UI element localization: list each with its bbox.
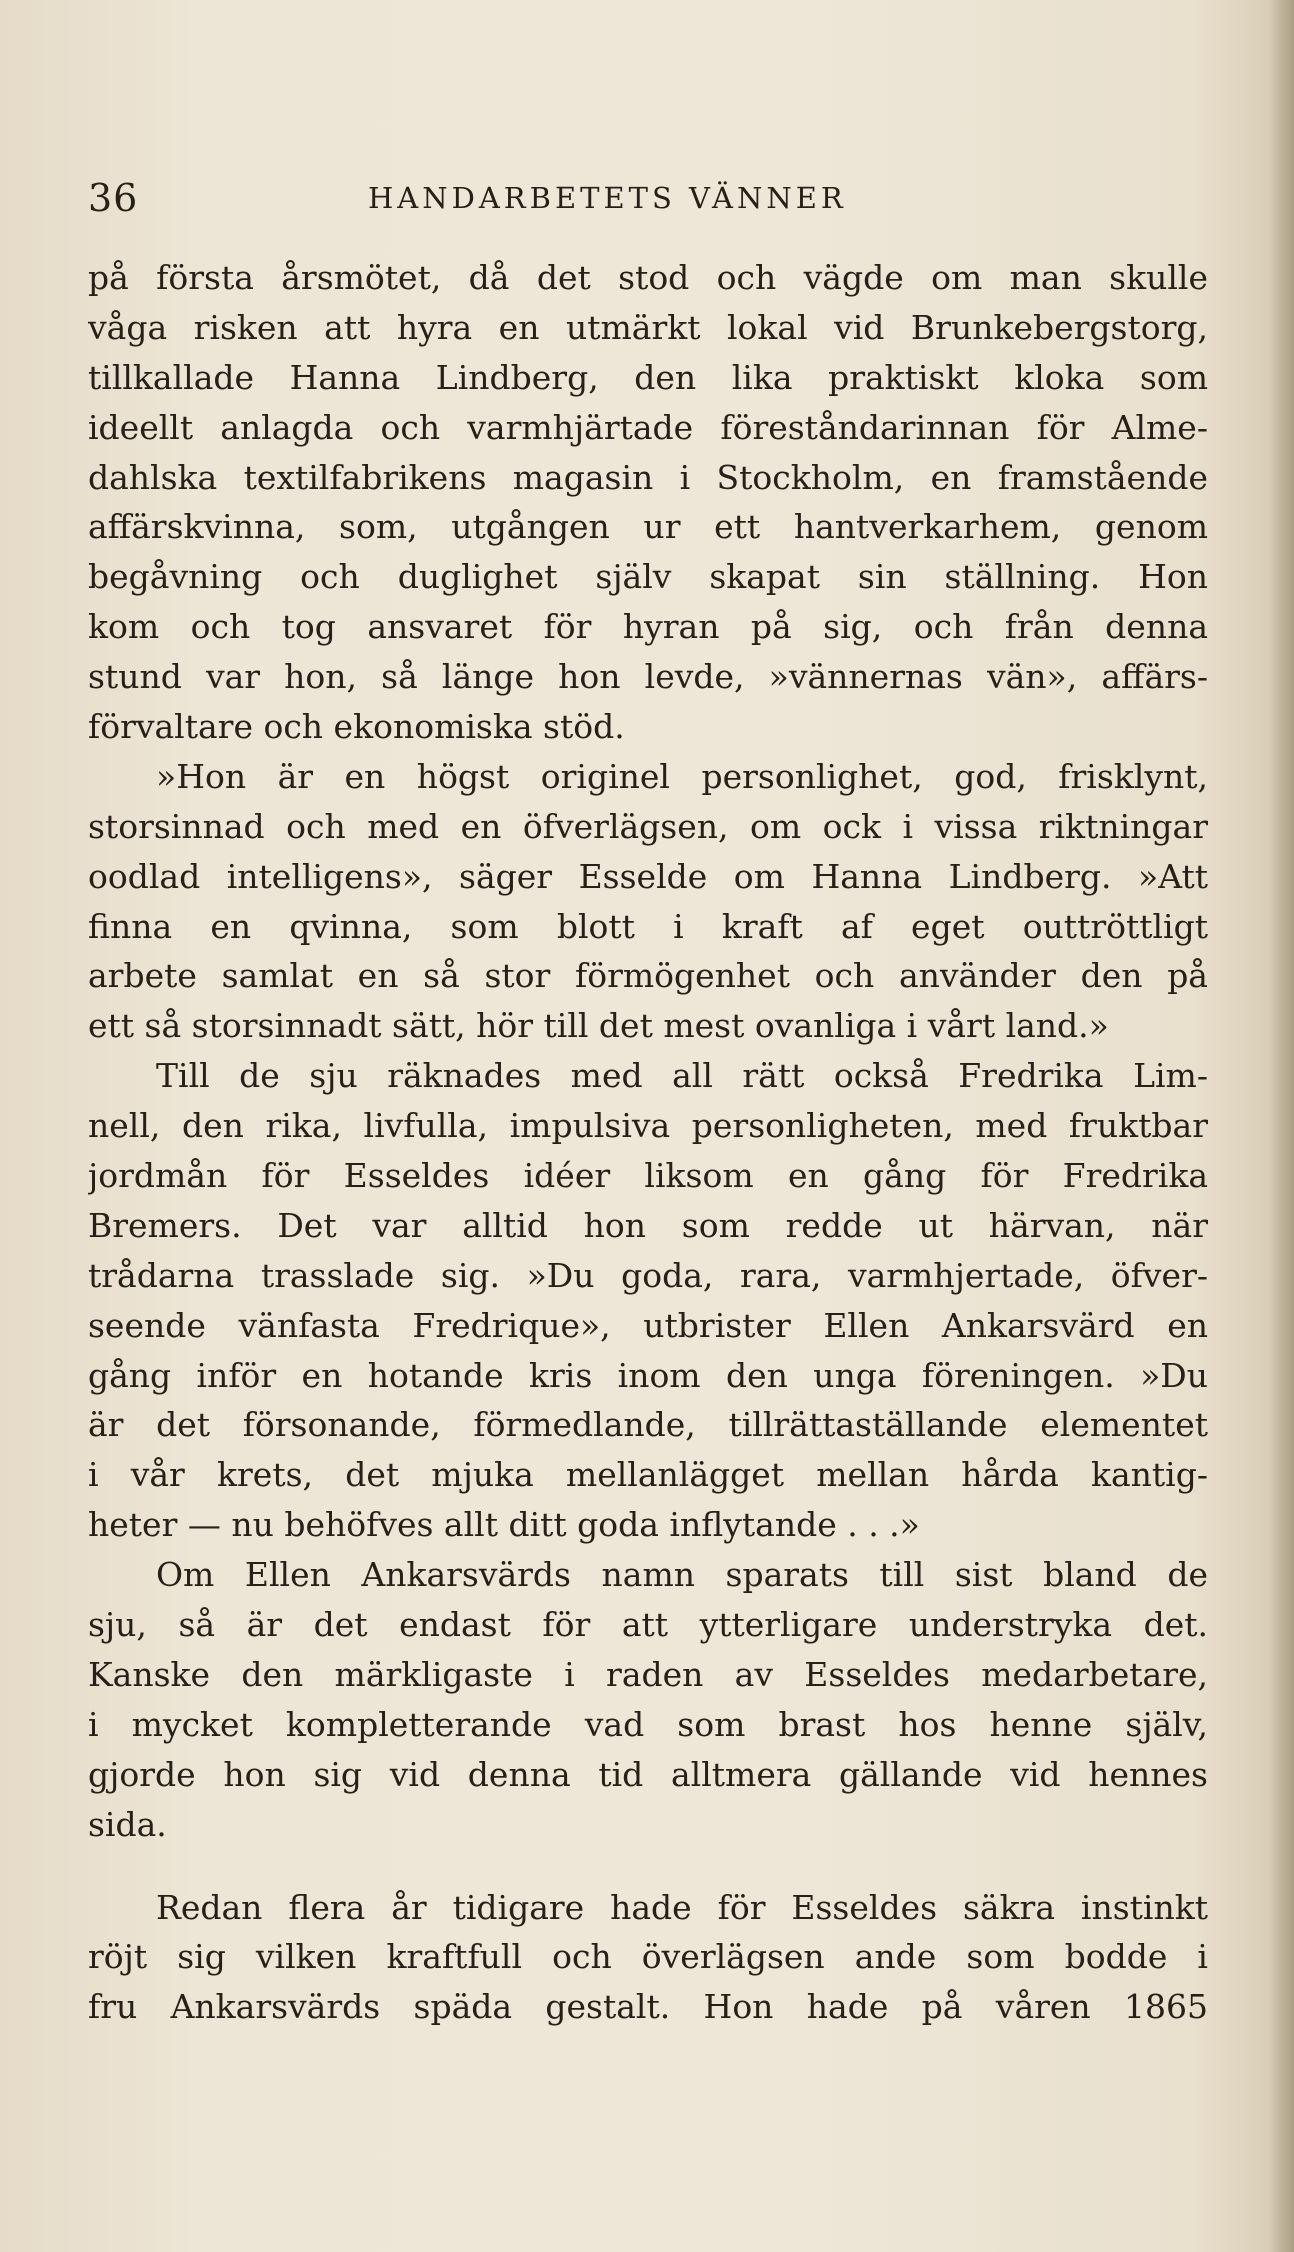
text-line: Om Ellen Ankarsvärds namn sparats till sist bland de <box>156 1555 1208 1595</box>
text-line: stund var hon, så länge hon levde, »vännernas vän», affärs- <box>88 657 1208 697</box>
text-line: jordmån för Esseldes idéer liksom en gång för Fredrika <box>88 1156 1208 1196</box>
page-edge-shadow <box>1268 0 1294 2252</box>
text-line: oodlad intelligens», säger Esselde om Hanna Lindberg. »Att <box>88 856 1208 896</box>
text-line: begåvning och duglighet själv skapat sin ställning. Hon <box>88 557 1208 597</box>
text-line: Redan flera år tidigare hade för Esseldes säkra instinkt <box>156 1887 1208 1927</box>
text-line: röjt sig vilken kraftfull och överlägsen ande som bodde i <box>88 1937 1208 1977</box>
text-line: sju, så är det endast för att ytterligare understryka det. <box>88 1605 1208 1645</box>
text-line: ett så storsinnadt sätt, hör till det mest ovanliga i vårt land.» <box>88 1006 1109 1046</box>
text-line: dahlska textilfabrikens magasin i Stockholm, en framstående <box>88 457 1208 497</box>
text-line: gjorde hon sig vid denna tid alltmera gällande vid hennes <box>88 1754 1208 1794</box>
text-line: i mycket kompletterande vad som brast hos henne själv, <box>88 1704 1208 1744</box>
text-line: tillkallade Hanna Lindberg, den lika praktiskt kloka som <box>88 357 1208 397</box>
text-line: förvaltare och ekonomiska stöd. <box>88 707 625 747</box>
text-line: nell, den rika, livfulla, impulsiva personligheten, med fruktbar <box>88 1106 1208 1146</box>
text-line: på första årsmötet, då det stod och vägde om man skulle <box>88 258 1208 297</box>
text-line: Bremers. Det var alltid hon som redde ut härvan, när <box>88 1205 1208 1245</box>
text-line: finna en qvinna, som blott i kraft af eget outtröttligt <box>88 906 1208 946</box>
paragraph-gap <box>88 1850 1208 1883</box>
text-line: våga risken att hyra en utmärkt lokal vid Brunkebergstorg, <box>88 307 1208 347</box>
text-line: kom och tog ansvaret för hyran på sig, och från denna <box>88 607 1208 647</box>
text-line: storsinnad och med en öfverlägsen, om ock i vissa riktningar <box>88 806 1208 846</box>
text-line: Kanske den märkligaste i raden av Esseldes medarbetare, <box>88 1654 1208 1694</box>
text-line: är det försonande, förmedlande, tillrättaställande elementet <box>88 1405 1208 1445</box>
text-line: fru Ankarsvärds späda gestalt. Hon hade på våren 1865 <box>88 1987 1208 2027</box>
text-line: trådarna trasslade sig. »Du goda, rara, varmhjertade, öfver- <box>88 1255 1208 1295</box>
body-text <box>88 253 1208 2032</box>
running-head: HANDARBETETS VÄNNER <box>368 181 847 215</box>
text-line: ideellt anlagda och varmhjärtade föreståndarinnan för Alme- <box>88 407 1208 447</box>
text-line: seende vänfasta Fredrique», utbrister Ellen Ankarsvärd en <box>88 1305 1208 1345</box>
text-line: i vår krets, det mjuka mellanlägget mellan hårda kantig- <box>88 1455 1208 1495</box>
page-header <box>88 172 1208 224</box>
text-line: sida. <box>88 1804 167 1844</box>
text-line: »Hon är en högst originel personlighet, god, frisklynt, <box>156 756 1208 796</box>
text-line: Till de sju räknades med all rätt också Fredrika Lim- <box>156 1056 1208 1096</box>
text-line: affärskvinna, som, utgången ur ett hantverkarhem, genom <box>88 507 1208 547</box>
text-line: heter — nu behöfves allt ditt goda inflytande . . .» <box>88 1505 920 1545</box>
page-number: 36 <box>88 176 139 220</box>
text-line: arbete samlat en så stor förmögenhet och använder den på <box>88 956 1208 996</box>
text-line: gång inför en hotande kris inom den unga föreningen. »Du <box>88 1355 1208 1395</box>
